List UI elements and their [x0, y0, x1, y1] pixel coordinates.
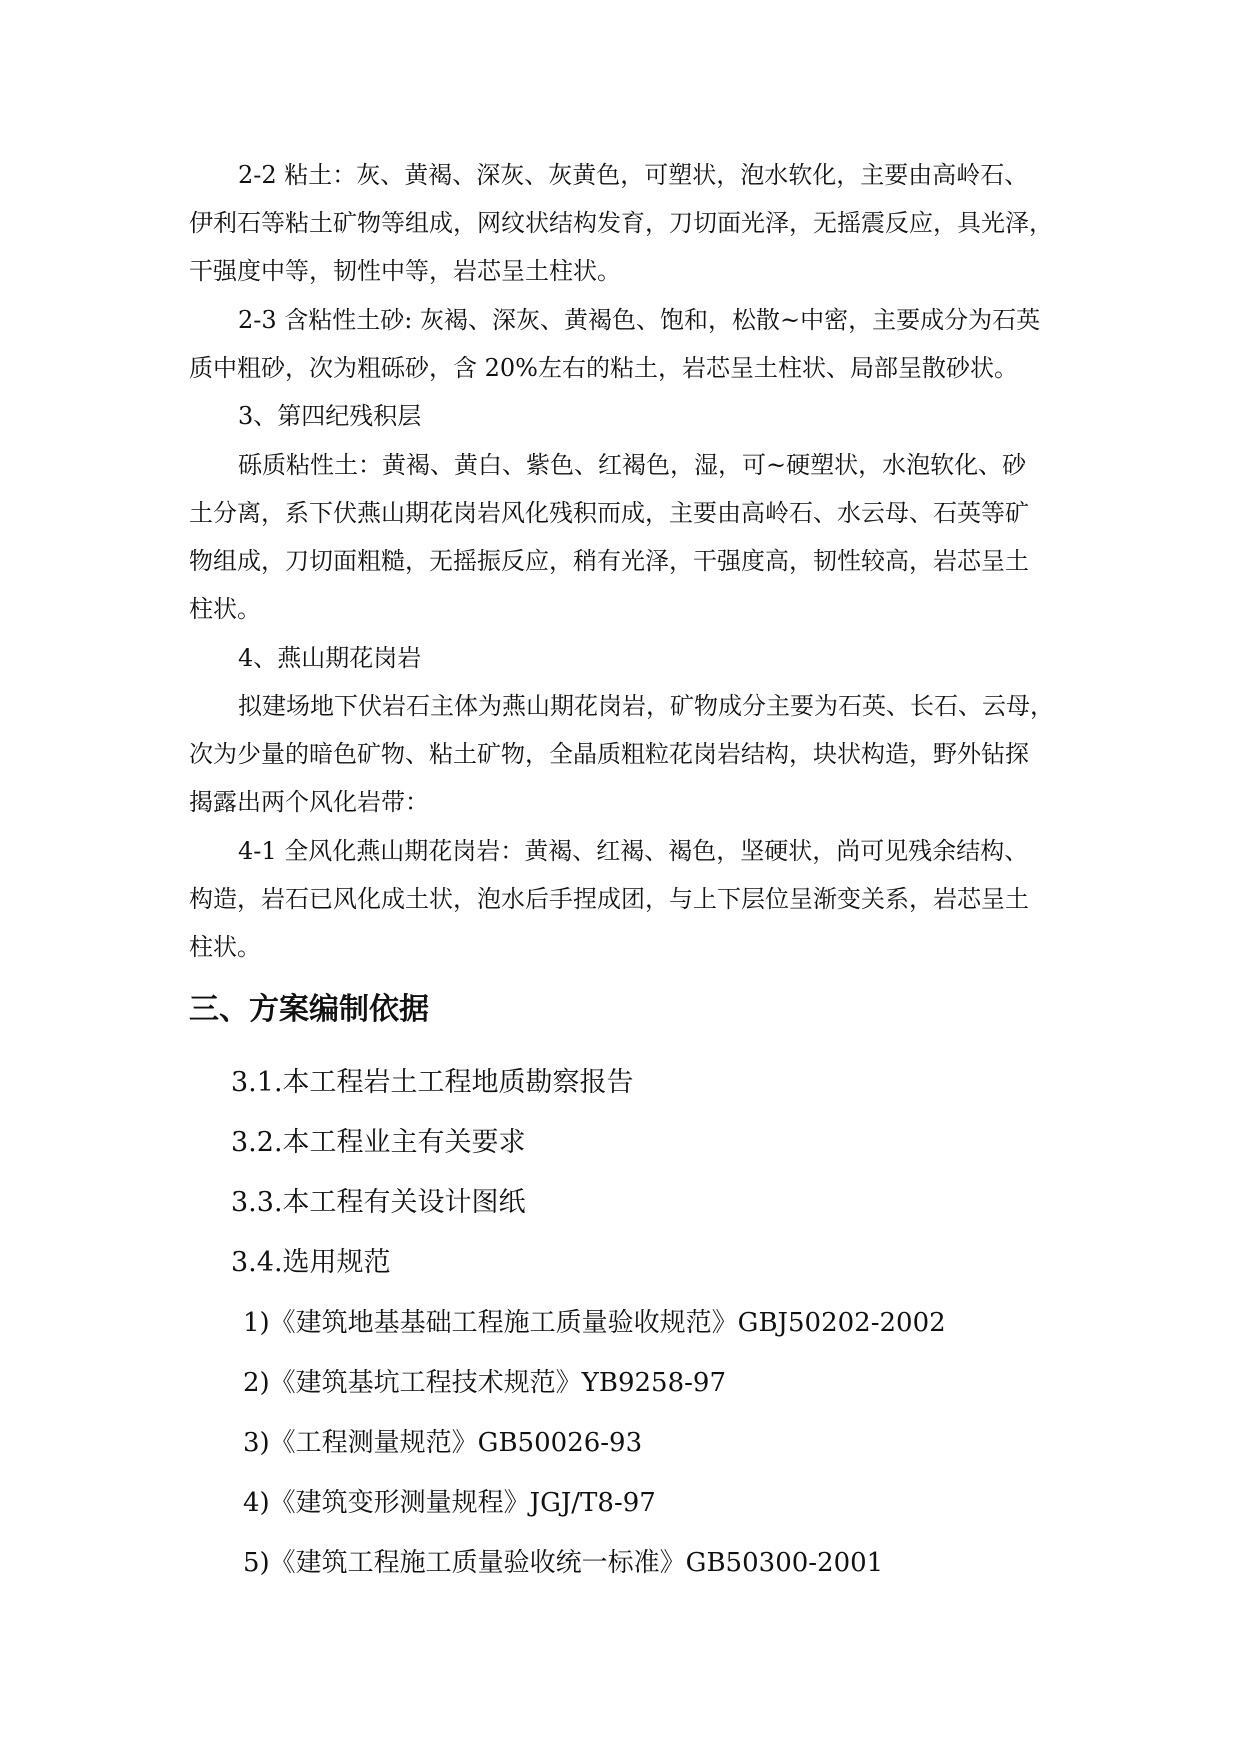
basis-item-3-3: 3.3.本工程有关设计图纸: [231, 1187, 526, 1218]
paragraph-granite-line-1: 拟建场地下伏岩石主体为燕山期花岗岩，矿物成分主要为石英、长石、云母，: [238, 692, 1054, 720]
paragraph-gravelly-clay-line-3: 物组成，刀切面粗糙，无摇振反应，稍有光泽，干强度高，韧性较高，岩芯呈土: [189, 547, 1029, 575]
paragraph-gravelly-clay-line-2: 土分离，系下伏燕山期花岗岩风化残积而成，主要由高岭石、水云母、石英等矿: [189, 499, 1029, 527]
standard-item-4: 4)《建筑变形测量规程》JGJ/T8-97: [243, 1488, 656, 1518]
standard-item-2: 2)《建筑基坑工程技术规范》YB9258-97: [243, 1368, 726, 1398]
standard-item-5: 5)《建筑工程施工质量验收统一标准》GB50300-2001: [243, 1548, 884, 1578]
basis-item-3-2: 3.2.本工程业主有关要求: [231, 1127, 526, 1158]
paragraph-4-1-line-3: 柱状。: [189, 933, 261, 961]
paragraph-gravelly-clay-line-4: 柱状。: [189, 595, 261, 623]
basis-item-3-4: 3.4.选用规范: [231, 1247, 391, 1278]
paragraph-gravelly-clay-line-1: 砾质粘性土：黄褐、黄白、紫色、红褐色，湿，可~硬塑状，水泡软化、砂: [238, 451, 1027, 479]
paragraph-2-2-line-3: 干强度中等，韧性中等，岩芯呈土柱状。: [189, 257, 621, 285]
paragraph-2-3-line-2: 质中粗砂，次为粗砾砂，含 20%左右的粘土，岩芯呈土柱状、局部呈散砂状。: [189, 354, 1018, 382]
section-heading: 三、方案编制依据: [189, 992, 429, 1027]
subheading-residual-layer: 3、第四纪残积层: [238, 402, 422, 430]
standard-item-3: 3)《工程测量规范》GB50026-93: [243, 1428, 643, 1458]
subheading-granite: 4、燕山期花岗岩: [238, 644, 422, 672]
paragraph-2-3-line-1: 2-3 含粘性土砂: 灰褐、深灰、黄褐色、饱和，松散~中密，主要成分为石英: [238, 306, 1041, 334]
paragraph-granite-line-3: 揭露出两个风化岩带：: [189, 788, 429, 816]
standard-item-1: 1)《建筑地基基础工程施工质量验收规范》GBJ50202-2002: [243, 1308, 946, 1338]
paragraph-2-2-line-1: 2-2 粘土：灰、黄褐、深灰、灰黄色，可塑状，泡水软化，主要由高岭石、: [238, 161, 1029, 189]
paragraph-4-1-line-2: 构造，岩石已风化成土状，泡水后手捏成团，与上下层位呈渐变关系，岩芯呈土: [189, 885, 1029, 913]
paragraph-2-2-line-2: 伊利石等粘土矿物等组成，网纹状结构发育，刀切面光泽，无摇震反应，具光泽，: [189, 209, 1053, 237]
basis-item-3-1: 3.1.本工程岩土工程地质勘察报告: [231, 1067, 634, 1098]
paragraph-granite-line-2: 次为少量的暗色矿物、粘土矿物，全晶质粗粒花岗岩结构，块状构造，野外钻探: [189, 740, 1029, 768]
paragraph-4-1-line-1: 4-1 全风化燕山期花岗岩：黄褐、红褐、褐色，坚硬状，尚可见残余结构、: [238, 837, 1029, 865]
